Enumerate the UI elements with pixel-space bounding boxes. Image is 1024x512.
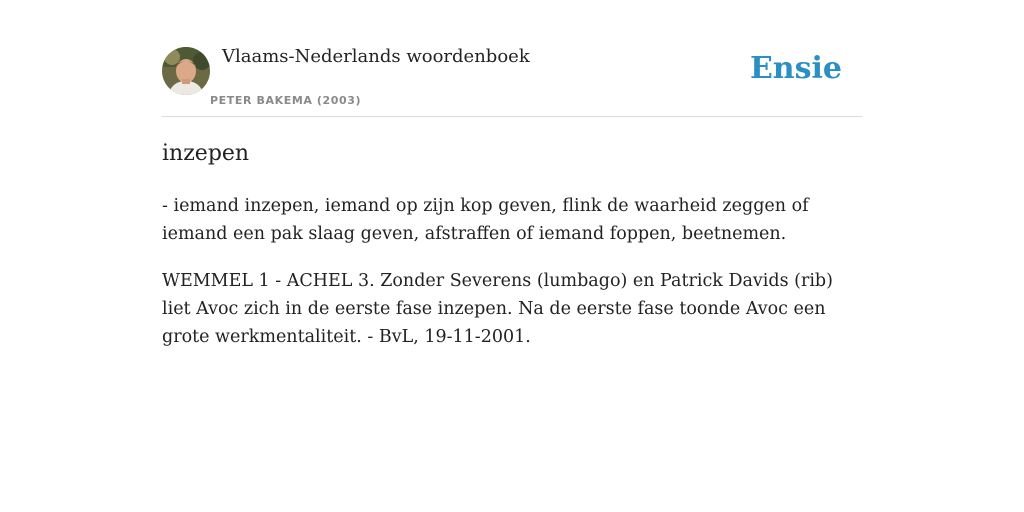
- entry-content: [162, 138, 862, 370]
- definition-text: - iemand inzepen, iemand op zijn kop geven, flink de waarheid zeggen of iemand een pak slaag geven, afstraffen of iemand foppen, beetnemen.: [162, 196, 809, 244]
- avatar-photo-icon: [162, 47, 210, 95]
- header: [162, 0, 862, 117]
- author-avatar[interactable]: [162, 47, 210, 95]
- headword-title: inzepen: [162, 141, 250, 166]
- example-quote: WEMMEL 1 - ACHEL 3. Zonder Severens (lumbago) en Patrick Davids (rib) liet Avoc zich in de eerste fase inzepen. Na de eerste fase toonde Avoc een grote werkmentaliteit. - BvL, 19-11-2001.: [162, 271, 833, 347]
- dictionary-title[interactable]: Vlaams-Nederlands woordenboek: [222, 46, 530, 67]
- author-credit: PETER BAKEMA (2003): [210, 94, 362, 107]
- ensie-logo[interactable]: Ensie: [749, 51, 842, 86]
